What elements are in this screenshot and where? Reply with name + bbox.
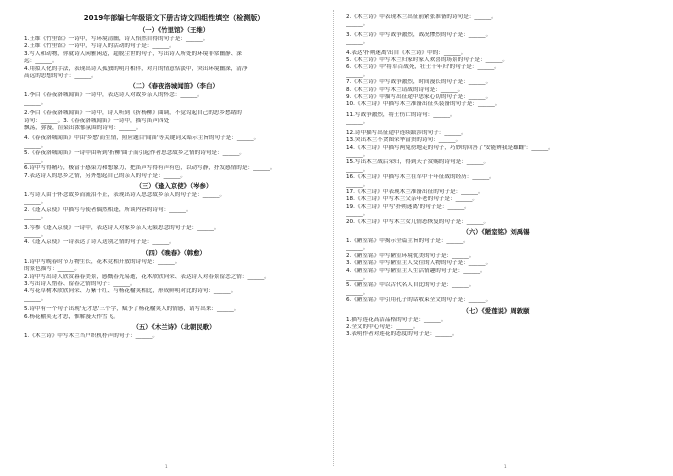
question-line: 18.《木兰诗》中写木兰父亲年老的句子是：______。 <box>346 196 478 203</box>
question-line: 7.表达诗人的思乡之情，另外想起自己的亲人的句子是：______。 <box>24 172 186 179</box>
question-line: ______。 <box>346 151 369 158</box>
question-line: 1.《木兰诗》中写木兰当户织机杼声的句子：______。 <box>24 333 158 339</box>
question-line: 2.李白《春夜洛城闻笛》一诗中，诗人听到《折杨柳》曲调，不觉勾起自己的思乡愁绪的 <box>24 110 242 117</box>
question-line: 4.《春夜洛城闻笛》中由'乡愁'而生情，照应题目'闻笛'等关键词又暗示主旨的句子是：______。 <box>24 135 260 142</box>
section-heading: （四）《晚春》（韩愈） <box>142 248 206 257</box>
section-heading: （三）《逢入京使》（岑参） <box>135 181 213 190</box>
left-column <box>24 14 324 464</box>
column-divider <box>333 10 334 466</box>
question-line: ______。 <box>24 99 47 106</box>
page-number-left: 1 <box>165 464 168 469</box>
question-line: ______。 <box>24 214 47 221</box>
question-line: 9.《木兰诗》中描写出征途中思家心切的句子是：______。 <box>346 94 492 101</box>
question-line: 8.《木兰诗》中写木兰请战的诗句是：______。 <box>346 86 464 93</box>
question-line: 4.用拟人化的手法，表现出诗人孤独的明月相伴，对月的情意恬淡中，突出环境幽深，清净 <box>24 65 248 72</box>
question-line: ______。 <box>346 71 369 78</box>
question-line: ______。 <box>346 211 369 218</box>
question-line: ______。 <box>346 275 369 281</box>
question-line: 19.《木兰诗》中写'扑朔迷离'的句子是：______。 <box>346 203 470 210</box>
question-line: 5.《木兰诗》中写木兰归家时家人欢喜的场景的句子是：______。 <box>346 57 508 64</box>
question-line: ______。 <box>24 157 47 164</box>
question-line: 3.写出诗人惜春、留春之情的句子：______。 <box>24 280 136 287</box>
question-line: 4.写花草树木欣欣向荣、万紫千红、与杨花榆荚相比，形成鲜明对比的诗句：______。 <box>24 288 237 295</box>
question-line: ______。 <box>346 166 369 173</box>
question-line: 2.《逢入京使》中描写与使者偶然相逢，所谈内容的诗句：______。 <box>24 206 192 213</box>
question-line: ______。 <box>346 245 369 252</box>
section-heading: （二）《春夜洛城闻笛》（李白） <box>129 82 219 91</box>
question-line: 5.诗中有一个句子出现'无才思'三个字，赋予了杨花榆荚人的情感，请写出来：______。 <box>24 306 240 313</box>
question-line: 1.写诗人由于怀念故乡而流泪不止，表现出诗人思念故乡亲人的句子是：______。 <box>24 191 226 198</box>
question-line: 3.《陋室铭》中写陋室主人交往的人物的句子是：______。 <box>346 260 492 267</box>
question-line: 3.《木兰诗》中写战争激烈，战况惨烈的句子是：______。 <box>346 31 492 38</box>
question-line: 6.诗中写得精巧，极富于感染力和想象力，把笛声写得有声有色，以动写静，抒发感情的是：______。 <box>24 165 276 172</box>
question-line: 1.李白《春夜洛城闻笛》一诗中，表达诗人对故乡亲人的怀念：______。 <box>24 92 203 99</box>
question-line: 远：______。 <box>24 58 58 65</box>
right-column <box>346 14 646 464</box>
question-line: 的景色描写：______。 <box>24 266 80 273</box>
question-line: 3.岑参《逢入京使》一诗中，表达诗人对家乡亲人无限思念的句子是：______。 <box>24 224 220 231</box>
question-line: 2.王维《竹里馆》一诗中，写诗人的活动的句子是：______。 <box>24 43 175 50</box>
question-line: 4.《陋室铭》中写陋室主人生活情趣的句子是：______。 <box>346 267 486 274</box>
section-heading: （六）《陋室铭》刘禹锡 <box>462 227 530 236</box>
question-line: 4.《逢入京使》一诗表达了诗人送别之情的句子是：______。 <box>24 239 175 246</box>
question-line: 12.诗中描写出征途中连续跋涉的句子：______。 <box>346 129 467 136</box>
question-line: 11.写战争激烈，将士伤亡的诗句：______。 <box>346 111 456 118</box>
question-line: ______。 <box>24 199 47 206</box>
question-line: ______。 <box>346 289 369 296</box>
question-line: 15.写出木兰战后荣归，得到天子赏赐的诗句是：______。 <box>346 159 490 166</box>
question-line: 1.《陋室铭》中揭示全篇主旨的句子是：______。 <box>346 237 469 244</box>
question-line: 飘荡，弥漫，渲染出浓郁氛围的诗句：______。 <box>24 125 142 132</box>
question-line: 1.诗中写晚春时节万物生长，花木竞相开放的诗句是：______。 <box>24 258 181 265</box>
question-line: 2.《陋室铭》中写陋室环境优美的句子是：______。 <box>346 252 475 259</box>
question-line: ______。 <box>24 142 47 149</box>
question-line: ______。 <box>346 21 369 28</box>
question-line: 6.杨花榆荚无才思，惟解漫天作雪飞。 <box>24 313 119 320</box>
section-heading: （五）《木兰诗》（北朝民歌） <box>132 323 216 331</box>
question-line: ______。 <box>346 39 369 46</box>
question-line: 16.《木兰诗》中描写木兰在军中十年征战的经历：______。 <box>346 174 495 181</box>
question-line: ______。 <box>24 295 47 302</box>
document-title: 2019年部编七年级语文下册古诗文四组性填空（检测版） <box>83 14 265 22</box>
section-heading: （一）《竹里馆》（王维） <box>138 26 210 34</box>
question-line: 5.《春夜洛城闻笛》一诗中由听到'折柳'曲子而引起作者思念故乡之情的诗句是：______。 <box>24 150 245 157</box>
section-heading: （七）《爱莲说》周敦颐 <box>462 306 530 315</box>
question-line: 7.《木兰诗》中写战争激烈，时间漫长的句子是：______。 <box>346 79 492 86</box>
question-line: ______。 <box>346 119 369 126</box>
question-line: 1.描写莲花高洁品格的句子是：______。 <box>346 316 447 323</box>
question-line: ______。 <box>24 231 47 238</box>
question-line: 2.全文的中心句是：______。 <box>346 324 419 331</box>
question-line: 10.《木兰诗》中描写木兰准备出征买装备的句子是：______。 <box>346 101 501 108</box>
question-line: 17.《木兰诗》中表现木兰准备出征的句子是：______。 <box>346 188 484 195</box>
question-line: 2.《木兰诗》中表现木兰出征前紧张准备的诗句是：______。 <box>346 14 497 20</box>
question-line: 4.表达'扑朔迷离'出自《木兰诗》中的：______。 <box>346 49 467 56</box>
page-number-right: 1 <box>504 464 507 469</box>
question-line: 诗句：______。3.《春夜洛城闻笛》一诗中，描写笛声四处 <box>24 117 170 124</box>
question-line: 6.《陋室铭》中引用孔子的话收束全文的句子是：______。 <box>346 297 492 304</box>
question-line: ______。 <box>346 181 369 188</box>
question-line: 3.表明作者对莲花的态度的句子是：______。 <box>346 331 458 338</box>
question-line: 高远的思想的句子：______。 <box>24 73 97 80</box>
question-line: 2.诗中写出诗人欣赏暮春美景，感慨春光易逝，花木欣欣向荣、表达诗人对春景留恋之情：______。 <box>24 273 270 280</box>
question-line: 6.《木兰诗》中'将军百战死，壮士十年归'的句子是：______。 <box>346 64 500 71</box>
question-line: 13.突出木兰不贪图荣华富贵的诗句：______。 <box>346 137 462 144</box>
question-line: 5.《陋室铭》中以古代名人自比的句子是：______。 <box>346 282 475 289</box>
question-line: 1.王维《竹里馆》一诗中，写环境清幽，诗人怡然自得的句子是：______。 <box>24 36 209 42</box>
question-line: 3.写人和动物，你就诗人闲雅闲适，超脱尘世的句子，写出诗人所处的环境非常幽静、深 <box>24 50 242 57</box>
question-line: 14.《木兰诗》中描写两兔傍地走的句子，巧妙的回答了'安能辨我是雄雌'：______。 <box>346 144 554 151</box>
question-line: 20.《木兰诗》中写木兰女儿情态恢复的句子是：______。 <box>346 218 490 225</box>
